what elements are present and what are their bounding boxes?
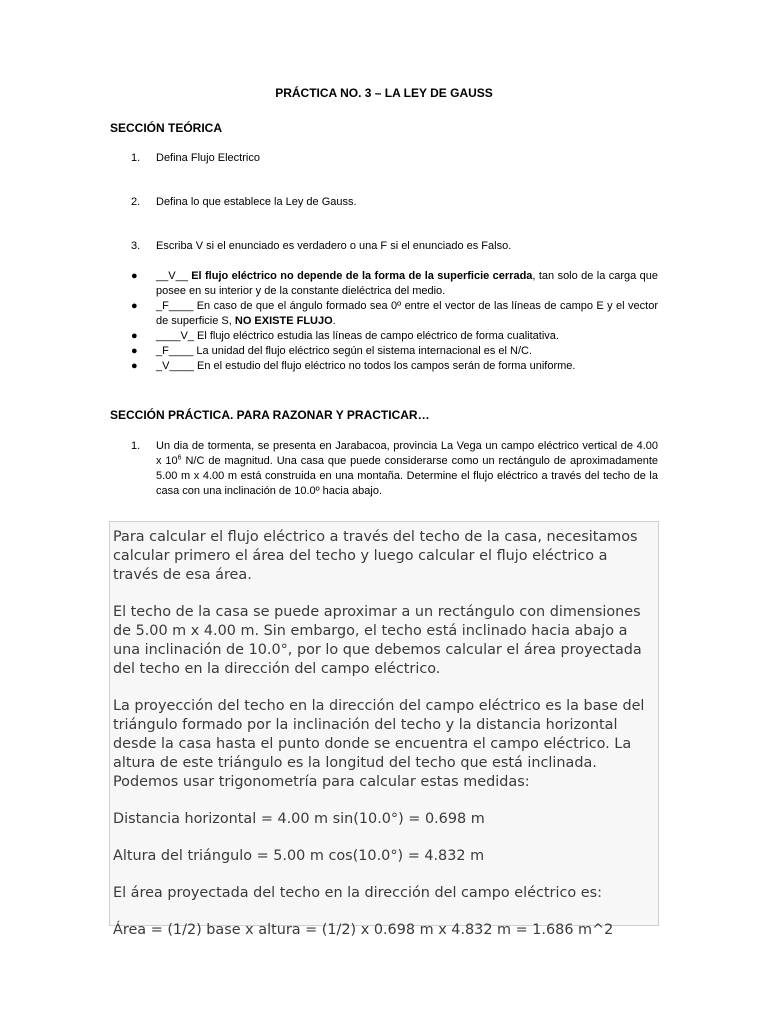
answer-paragraph: El área proyectada del techo en la dirección del campo eléctrico es: [113, 885, 602, 901]
true-false-item [131, 269, 658, 299]
theory-question-2 [131, 196, 357, 208]
problem-text-part-b: N/C de magnitud. Una casa que puede considerarse como un rectángulo de aproximadamente 5.00 m x 4.00 m está construida en una montaña. Determine el flujo eléctrico a través del techo de la casa con una inclinación de 10.0º hacia abajo. [156, 455, 658, 497]
answer-paragraph: Distancia horizontal = 4.00 m sin(10.0°) = 0.698 m [113, 811, 485, 827]
page-title: PRÁCTICA NO. 3 – LA LEY DE GAUSS [275, 86, 493, 100]
bullet-icon: ● [131, 270, 138, 282]
problem-number: 1. [131, 440, 141, 452]
practice-problem-1 [131, 439, 658, 499]
question-text: Escriba V si el enunciado es verdadero o una F si el enunciado es Falso. [156, 240, 512, 252]
item-text: _F____ La unidad del flujo eléctrico según el sistema internacional es el N/C. [156, 345, 533, 357]
true-false-item [131, 329, 658, 344]
answer-paragraph: Para calcular el flujo eléctrico a través del techo de la casa, necesitamos calcular primero el área del techo y luego calcular el flujo eléctrico a través de esa área. [113, 529, 638, 583]
bullet-icon: ● [131, 330, 138, 342]
question-number: 3. [131, 240, 141, 252]
item-text: _F____ En caso de que el ángulo formado sea 0º entre el vector de las líneas de campo E y el vector de superficie S, [156, 300, 658, 327]
item-bold-text: El flujo eléctrico no depende de la forma de la superficie cerrada [191, 270, 533, 282]
answer-paragraph: El techo de la casa se puede aproximar a un rectángulo con dimensiones de 5.00 m x 4.00 m. Sin embargo, el techo está inclinado hacia abajo a una inclinación de 10.0°, por lo que debemos calcular el área proyectada del techo en la dirección del campo eléctrico. [113, 604, 642, 677]
item-text: _V____ En el estudio del flujo eléctrico no todos los campos serán de forma uniforme. [156, 360, 576, 372]
item-tail: . [332, 315, 336, 327]
question-text: Defina Flujo Electrico [156, 152, 260, 164]
exponent: 6 [177, 454, 182, 462]
bullet-icon: ● [131, 300, 138, 312]
practice-section-heading: SECCIÓN PRÁCTICA. PARA RAZONAR Y PRACTICAR… [110, 408, 430, 422]
question-number: 2. [131, 196, 141, 208]
question-number: 1. [131, 152, 141, 164]
bullet-icon: ● [131, 360, 138, 372]
problem-text [156, 439, 658, 499]
item-text: ____V_ El flujo eléctrico estudia las líneas de campo eléctrico de forma cualitativa. [156, 330, 559, 342]
bullet-icon: ● [131, 345, 138, 357]
problem-text-part-a: Un dia de tormenta, se presenta en Jarabacoa, provincia La Vega un campo eléctrico vertical de 4.00 x 10 [156, 440, 658, 467]
item-answer: __V__ [156, 270, 192, 282]
true-false-item [131, 299, 658, 329]
answer-paragraph: Área = (1/2) base x altura = (1/2) x 0.698 m x 4.832 m = 1.686 m^2 [113, 922, 614, 938]
true-false-item [131, 344, 658, 359]
answer-paragraph: Altura del triángulo = 5.00 m cos(10.0°) = 4.832 m [113, 848, 485, 864]
true-false-list [131, 269, 658, 374]
theory-question-3 [131, 240, 511, 252]
true-false-item [131, 359, 658, 374]
item-text: , tan solo de la carga que posee en su interior y de la constante dieléctrica del medio. [156, 270, 658, 297]
item-bold-text: NO EXISTE FLUJO [234, 315, 333, 327]
question-text: Defina lo que establece la Ley de Gauss. [156, 196, 357, 208]
theory-question-1 [131, 152, 260, 164]
theory-section-heading: SECCIÓN TEÓRICA [110, 121, 223, 135]
answer-paragraph: La proyección del techo en la dirección del campo eléctrico es la base del triángulo formado por la inclinación del techo y la distancia horizontal desde la casa hasta el punto donde se encuentra el campo eléctrico. La altura de este triángulo es la longitud del techo que está inclinada. Podemos usar trigonometría para calcular estas medidas: [113, 698, 645, 790]
answer-box [109, 521, 659, 938]
